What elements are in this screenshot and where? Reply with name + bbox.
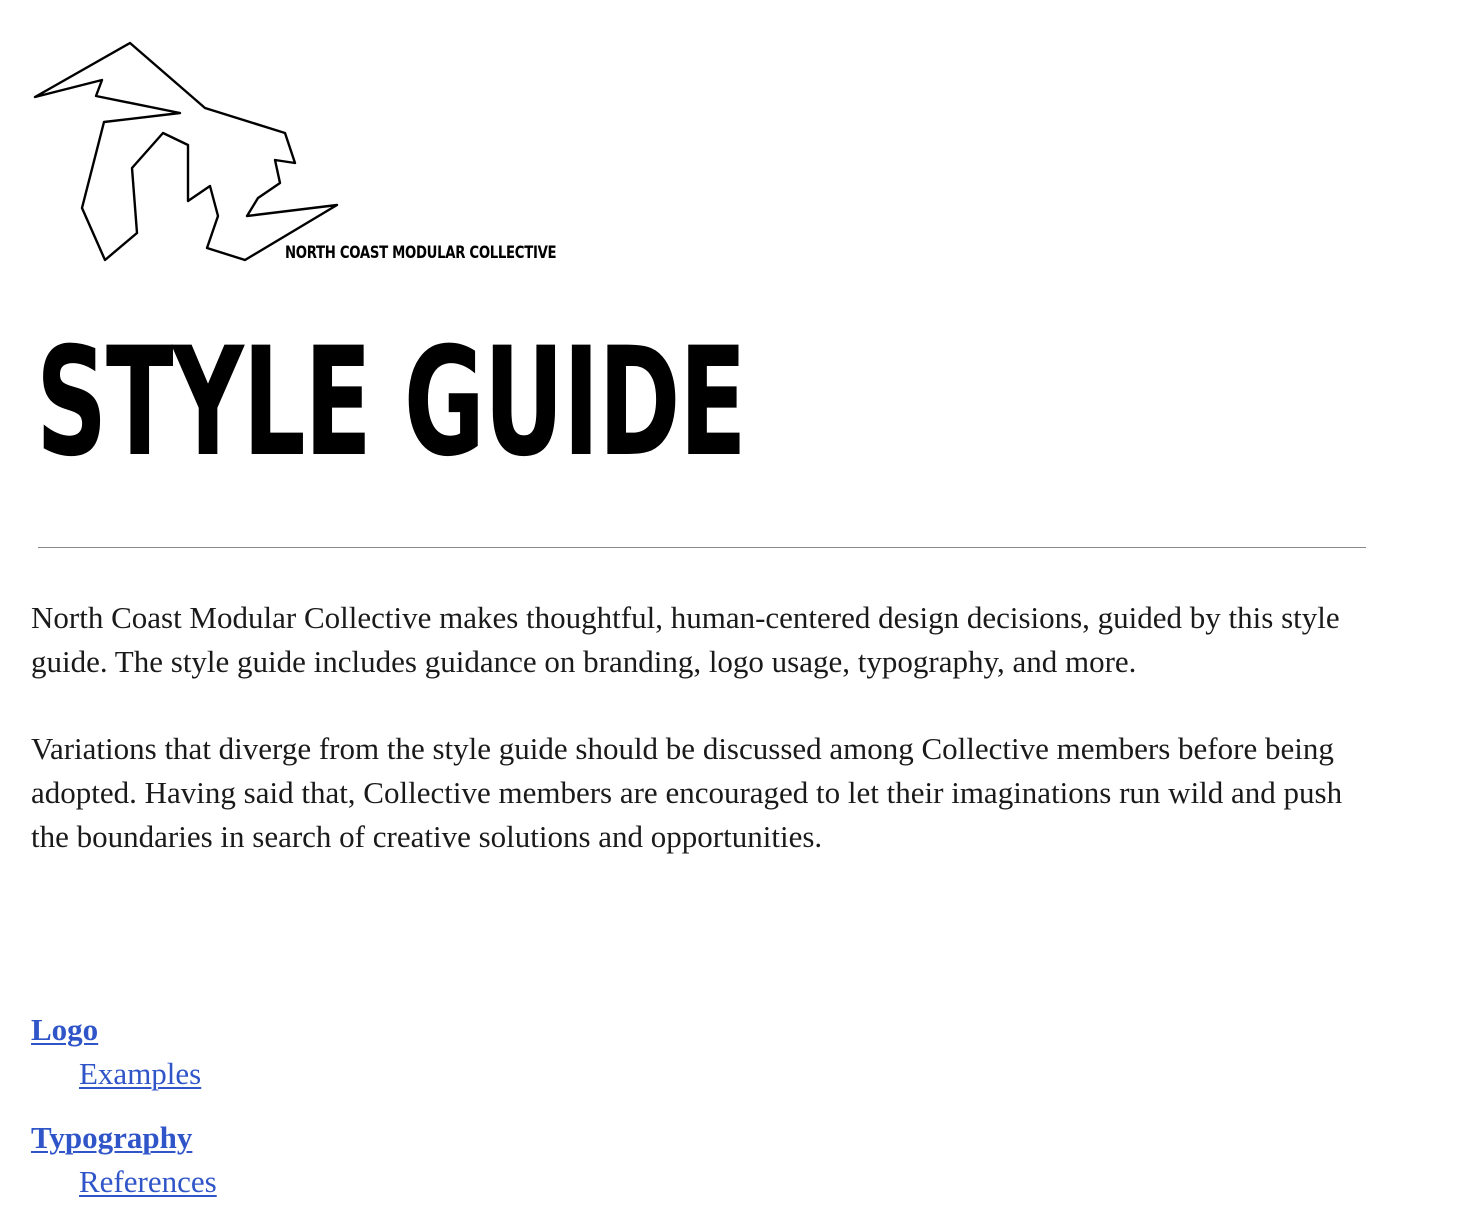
toc-link-examples[interactable]: Examples	[79, 1056, 202, 1091]
page-title: STYLE GUIDE	[36, 316, 746, 490]
great-lakes-outline-icon	[30, 38, 350, 270]
logo-wordmark: NORTH COAST MODULAR COLLECTIVE	[285, 243, 557, 263]
toc-link-typography[interactable]: Typography	[31, 1120, 193, 1155]
toc-link-logo[interactable]: Logo	[31, 1012, 99, 1047]
table-of-contents	[31, 1008, 217, 1224]
intro-section	[31, 596, 1376, 902]
intro-paragraph: Variations that diverge from the style guide should be discussed among Collective members before being adopted. Having said that, Collective members are encouraged to let their imaginations run wild and push the boundaries in search of creative solutions and opportunities.	[31, 731, 1343, 854]
divider	[38, 547, 1366, 548]
collective-logo	[30, 38, 570, 270]
toc-link-references[interactable]: References	[79, 1164, 217, 1199]
intro-paragraph: North Coast Modular Collective makes thoughtful, human-centered design decisions, guided by this style guide. The style guide includes guidance on branding, logo usage, typography, and more.	[31, 600, 1340, 679]
